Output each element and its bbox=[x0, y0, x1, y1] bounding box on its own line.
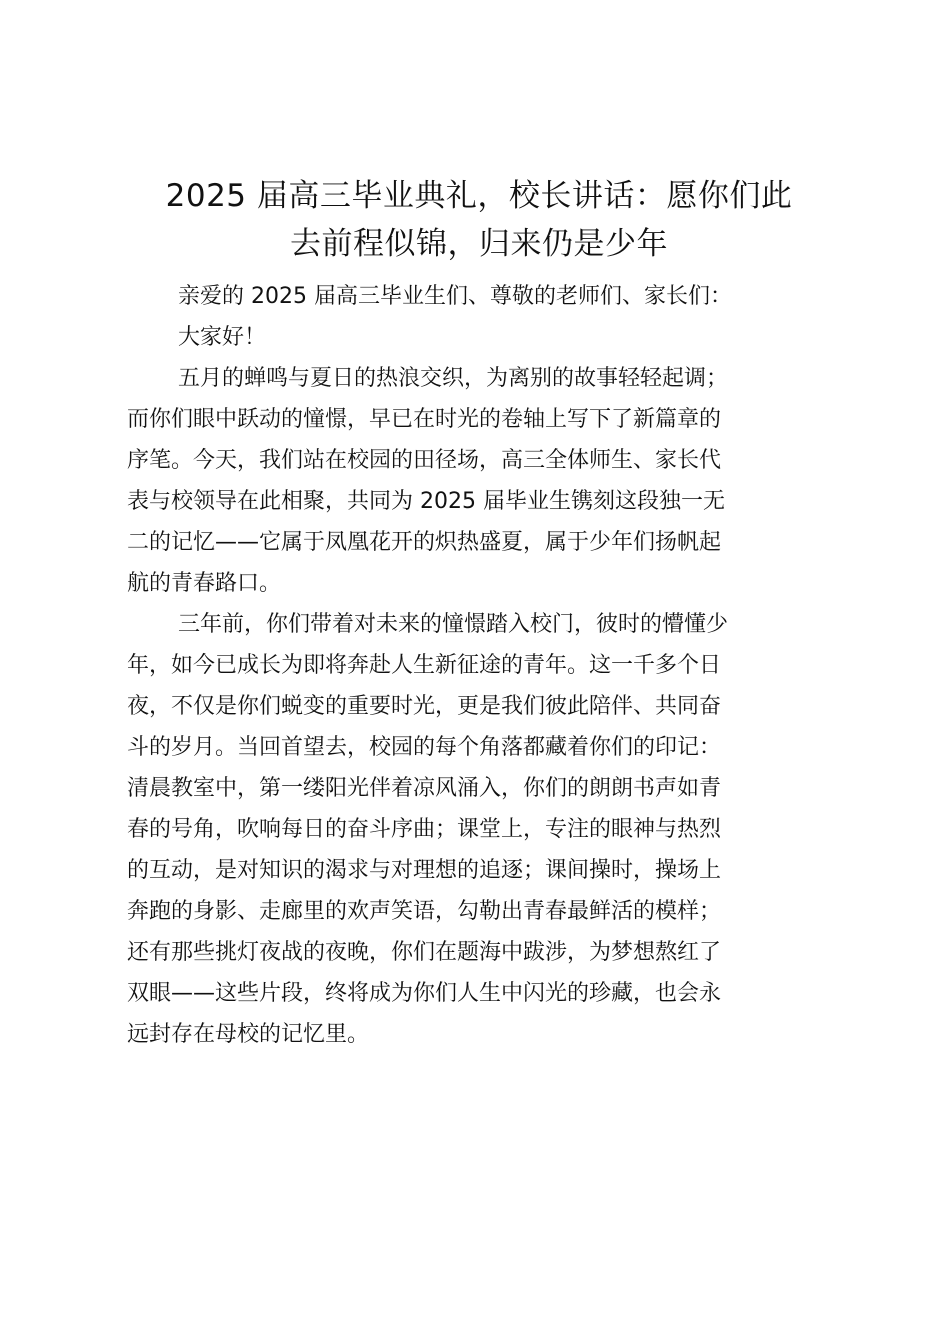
paragraph-line: 大家好！ bbox=[178, 325, 267, 350]
paragraph-line: 五月的蝉鸣与夏日的热浪交织，为离别的故事轻轻起调； bbox=[178, 366, 729, 391]
paragraph-1 bbox=[127, 358, 831, 604]
paragraph-line: 表与校领导在此相聚，共同为 2025 届毕业生镌刻这段独一无 bbox=[127, 489, 725, 514]
document-body bbox=[127, 276, 831, 1055]
paragraph-line: 三年前，你们带着对未来的憧憬踏入校门，彼时的懵懂少 bbox=[178, 612, 729, 637]
paragraph-line: 春的号角，吹响每日的奋斗序曲；课堂上，专注的眼神与热烈 bbox=[127, 817, 722, 842]
paragraph-line: 清晨教室中，第一缕阳光伴着凉风涌入，你们的朗朗书声如青 bbox=[127, 776, 722, 801]
paragraph-line: 年，如今已成长为即将奔赴人生新征途的青年。这一千多个日 bbox=[127, 653, 722, 678]
paragraph-line: 亲爱的 2025 届高三毕业生们、尊敬的老师们、家长们： bbox=[178, 284, 732, 309]
paragraph-line: 序笔。今天，我们站在校园的田径场，高三全体师生、家长代 bbox=[127, 448, 722, 473]
document-page bbox=[127, 172, 831, 1055]
title-line: 2025 届高三毕业典礼，校长讲话：愿你们此 bbox=[165, 178, 793, 214]
title-line: 去前程似锦，归来仍是少年 bbox=[290, 226, 668, 262]
paragraph-line: 航的青春路口。 bbox=[127, 571, 282, 596]
paragraph-line: 二的记忆——它属于凤凰花开的炽热盛夏，属于少年们扬帆起 bbox=[127, 530, 722, 555]
paragraph-line: 双眼——这些片段，终将成为你们人生中闪光的珍藏，也会永 bbox=[127, 981, 722, 1006]
paragraph-line: 远封存在母校的记忆里。 bbox=[127, 1022, 370, 1047]
paragraph-greeting bbox=[127, 276, 831, 317]
paragraph-line: 奔跑的身影、走廊里的欢声笑语，勾勒出青春最鲜活的模样； bbox=[127, 899, 722, 924]
paragraph-line: 而你们眼中跃动的憧憬，早已在时光的卷轴上写下了新篇章的 bbox=[127, 407, 722, 432]
document-title bbox=[127, 172, 831, 268]
paragraph-line: 的互动，是对知识的渴求与对理想的追逐；课间操时，操场上 bbox=[127, 858, 722, 883]
paragraph-2 bbox=[127, 604, 831, 1055]
paragraph-salutation bbox=[127, 317, 831, 358]
paragraph-line: 斗的岁月。当回首望去，校园的每个角落都藏着你们的印记： bbox=[127, 735, 722, 760]
paragraph-line: 夜，不仅是你们蜕变的重要时光，更是我们彼此陪伴、共同奋 bbox=[127, 694, 722, 719]
paragraph-line: 还有那些挑灯夜战的夜晚，你们在题海中跋涉，为梦想熬红了 bbox=[127, 940, 722, 965]
